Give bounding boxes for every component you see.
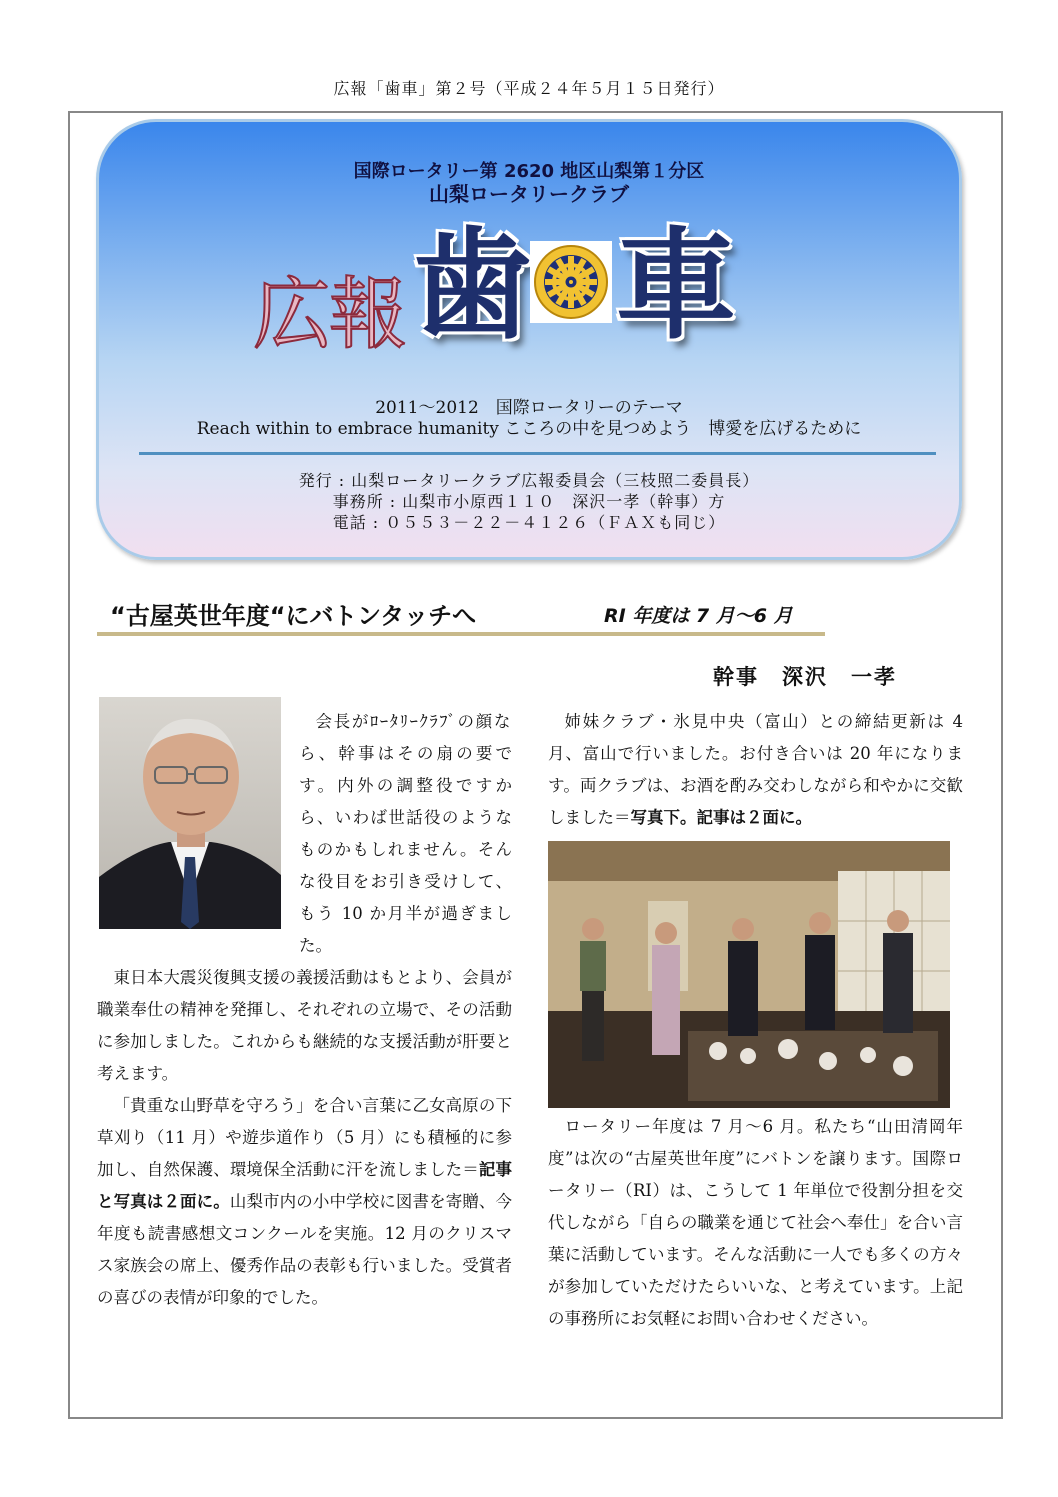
right-paragraph-1-a: 姉妹クラブ・氷見中央（富山）との締結更新は 4 月、富山で行いました。お付き合いは 20 年になります。両クラブは、お酒を酌み交わしながら和やかに交歓しました＝ bbox=[548, 712, 963, 827]
theme-line-2: Reach within to embrace humanity こころの中を見つめよう 博愛を広げるために bbox=[196, 419, 862, 439]
left-paragraph-3 bbox=[97, 1090, 512, 1314]
rotary-wheel-icon bbox=[530, 241, 612, 323]
right-paragraph-1-text bbox=[548, 706, 963, 834]
left-column-body bbox=[97, 962, 512, 1314]
sister-club-group-photo bbox=[548, 841, 950, 1108]
left-paragraph-3-ref: 記事と写真は２面に。 bbox=[97, 1160, 513, 1211]
district-name: 国際ロータリー第 2620 地区山梨第１分区 bbox=[353, 161, 705, 182]
secretary-portrait-photo bbox=[99, 697, 281, 929]
left-paragraph-1 bbox=[299, 706, 512, 962]
phone-line: 電話 : ０５５３－２２－４１２６（ＦＡＸも同じ） bbox=[332, 513, 726, 532]
kouhou-title: 広報 bbox=[253, 270, 406, 360]
office-line: 事務所 : 山梨市小原西１１０ 深沢一孝（幹事）方 bbox=[332, 492, 726, 511]
right-paragraph-2-text: ロータリー年度は 7 月～6 月。私たち“山田清岡年度”は次の“古屋英世年度”にバトンを譲ります。国際ロータリー（RI）は、こうして 1 年単位で役割分担を交代しながら「自らの職業を通じて社会へ奉仕」を合い言葉に活動しています。そんな活動に一人でも多くの方々が参加していただけたらいいな、と考えています。上記の事務所にお気軽にお問い合わせください。 bbox=[548, 1117, 963, 1328]
right-paragraph-1-ref: 写真下。記事は２面に。 bbox=[630, 808, 812, 827]
publisher-line: 発行 : 山梨ロータリークラブ広報委員会（三枝照二委員長） bbox=[298, 471, 760, 490]
left-paragraph-2: 東日本大震災復興支援の義援活動はもとより、会員が職業奉仕の精神を発揮し、それぞれの立場で、その活動に参加しました。これからも継続的な支援活動が肝要と考えます。 bbox=[97, 968, 512, 1083]
article-author: 幹事 深沢 一孝 bbox=[713, 665, 897, 689]
banner-divider bbox=[139, 452, 936, 455]
headline-rule bbox=[97, 632, 825, 636]
left-paragraph-1-text: 会長がﾛｰﾀﾘｰｸﾗﾌﾞの顔なら、幹事はその扇の要です。内外の調整役ですから、いわば世話役のようなものかもしれません。そんな役目をお引き受けして、もう 10 か月半が過ぎました。 bbox=[299, 712, 512, 955]
issue-caption: 広報「歯車」第２号（平成２４年５月１５日発行） bbox=[333, 79, 725, 98]
left-paragraph-3-c: 山梨市内の小中学校に図書を寄贈、今年度も読書感想文コンクールを実施。12 月のクリスマス家族会の席上、優秀作品の表彰も行いました。受賞者の喜びの表情が印象的でした。 bbox=[97, 1192, 513, 1307]
theme-line-1: 2011～2012 国際ロータリーのテーマ bbox=[375, 398, 683, 418]
right-paragraph-2 bbox=[548, 1111, 963, 1335]
title-kuruma: 車 bbox=[616, 215, 736, 356]
right-paragraph-1 bbox=[548, 706, 963, 834]
left-paragraph-3-a: 「貴重な山野草を守ろう」を合い言葉に乙女高原の下草刈り（11 月）や遊歩道作り（5 月）にも積極的に参加し、自然保護、環境保全活動に汗を流しました＝ bbox=[97, 1096, 513, 1179]
article-subhead: RI 年度は 7 月～6 月 bbox=[604, 605, 793, 627]
article-headline: “古屋英世年度“にバトンタッチへ bbox=[110, 602, 477, 630]
title-ha: 歯 bbox=[412, 215, 532, 356]
club-name: 山梨ロータリークラブ bbox=[429, 182, 629, 206]
